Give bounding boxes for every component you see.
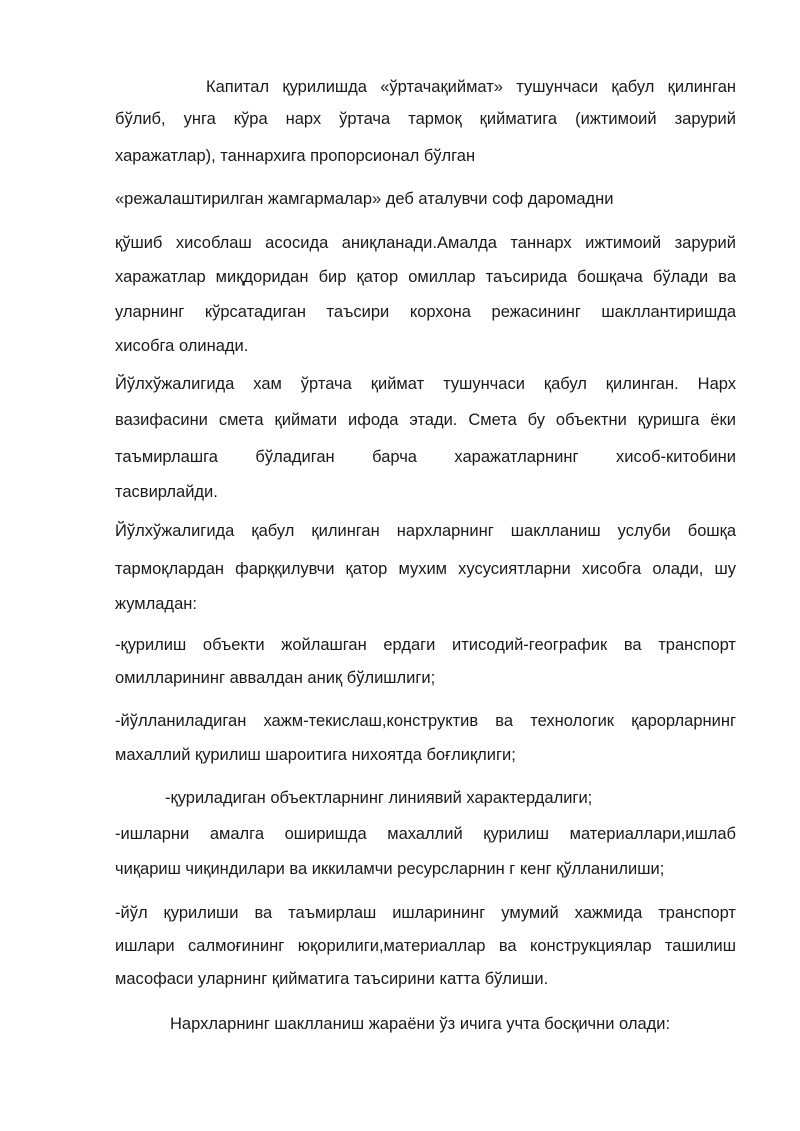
paragraph-line-13: Йўлхўжалигида қабул қилинган нархларнинг шаклланиш услуби бошқа [115,522,736,540]
paragraph-line-11: таъмирлашга бўладиган барча харажатларнинг хисоб-китобини [115,448,736,466]
list-item-line-7: чиқариш чиқиндилари ва иккиламчи ресурсларнин г кенг қўлланилиши; [115,860,665,878]
list-item-line-9: ишлари салмоғининг юқорилиги,материаллар ва конструкциялар ташилиш [115,937,736,955]
list-item-line-6: -ишларни амалга оширишда махаллий қурилиш материаллари,ишлаб [115,825,736,843]
paragraph-line-8: хисобга олинади. [115,337,249,355]
paragraph-line-15: жумладан: [115,595,197,613]
paragraph-line-9: Йўлхўжалигида хам ўртача қиймат тушунчаси қабул қилинган. Нарх [115,375,736,393]
paragraph-line-7: уларнинг кўрсатадиган таъсири корхона режасининг шакллантиришда [115,303,736,321]
list-item-line-10: масофаси уларнинг қийматига таъсирини катта бўлиши. [115,970,549,988]
list-item-line-4: махаллий қурилиш шароитига нихоятда боғлиқлиги; [115,746,516,764]
paragraph-line-12: тасвирлайди. [115,483,218,501]
list-item-line-1: -қурилиш объекти жойлашган ердаги итисодий-географик ва транспорт [115,636,736,654]
list-item-line-8: -йўл қурилиши ва таъмирлаш ишларининг умумий хажмида транспорт [115,904,736,922]
paragraph-line-6: харажатлар миқдоридан бир қатор омиллар таъсирида бошқача бўлади ва [115,268,736,286]
paragraph-line-4: «режалаштирилган жамгармалар» деб аталувчи соф даромадни [115,190,614,208]
list-item-line-3: -йўлланиладиган хажм-текислаш,конструктив ва технологик қарорларнинг [115,712,736,730]
paragraph-line-2: бўлиб, унга кўра нарх ўртача тармоқ қийматига (ижтимоий зарурий [115,110,736,128]
list-item-line-2: омилларининг аввалдан аниқ бўлишлиги; [115,669,436,687]
paragraph-line-14: тармоқлардан фарққилувчи қатор мухим хусусиятларни хисобга олади, шу [115,560,736,578]
list-item-line-5: -қуриладиган объектларнинг линиявий характердалиги; [165,789,593,807]
paragraph-line-3: харажатлар), таннархига пропорсионал бўлган [115,147,476,165]
paragraph-line-5: қўшиб хисоблаш асосида аниқланади.Амалда таннарх ижтимоий зарурий [115,234,736,252]
paragraph-line-10: вазифасини смета қиймати ифода этади. Смета бу объектни қуришга ёки [115,411,736,429]
paragraph-line-final: Нархларнинг шаклланиш жараёни ўз ичига учта босқични олади: [170,1015,671,1033]
paragraph-line-1: Капитал қурилишда «ўртачақиймат» тушунчаси қабул қилинган [206,78,736,96]
